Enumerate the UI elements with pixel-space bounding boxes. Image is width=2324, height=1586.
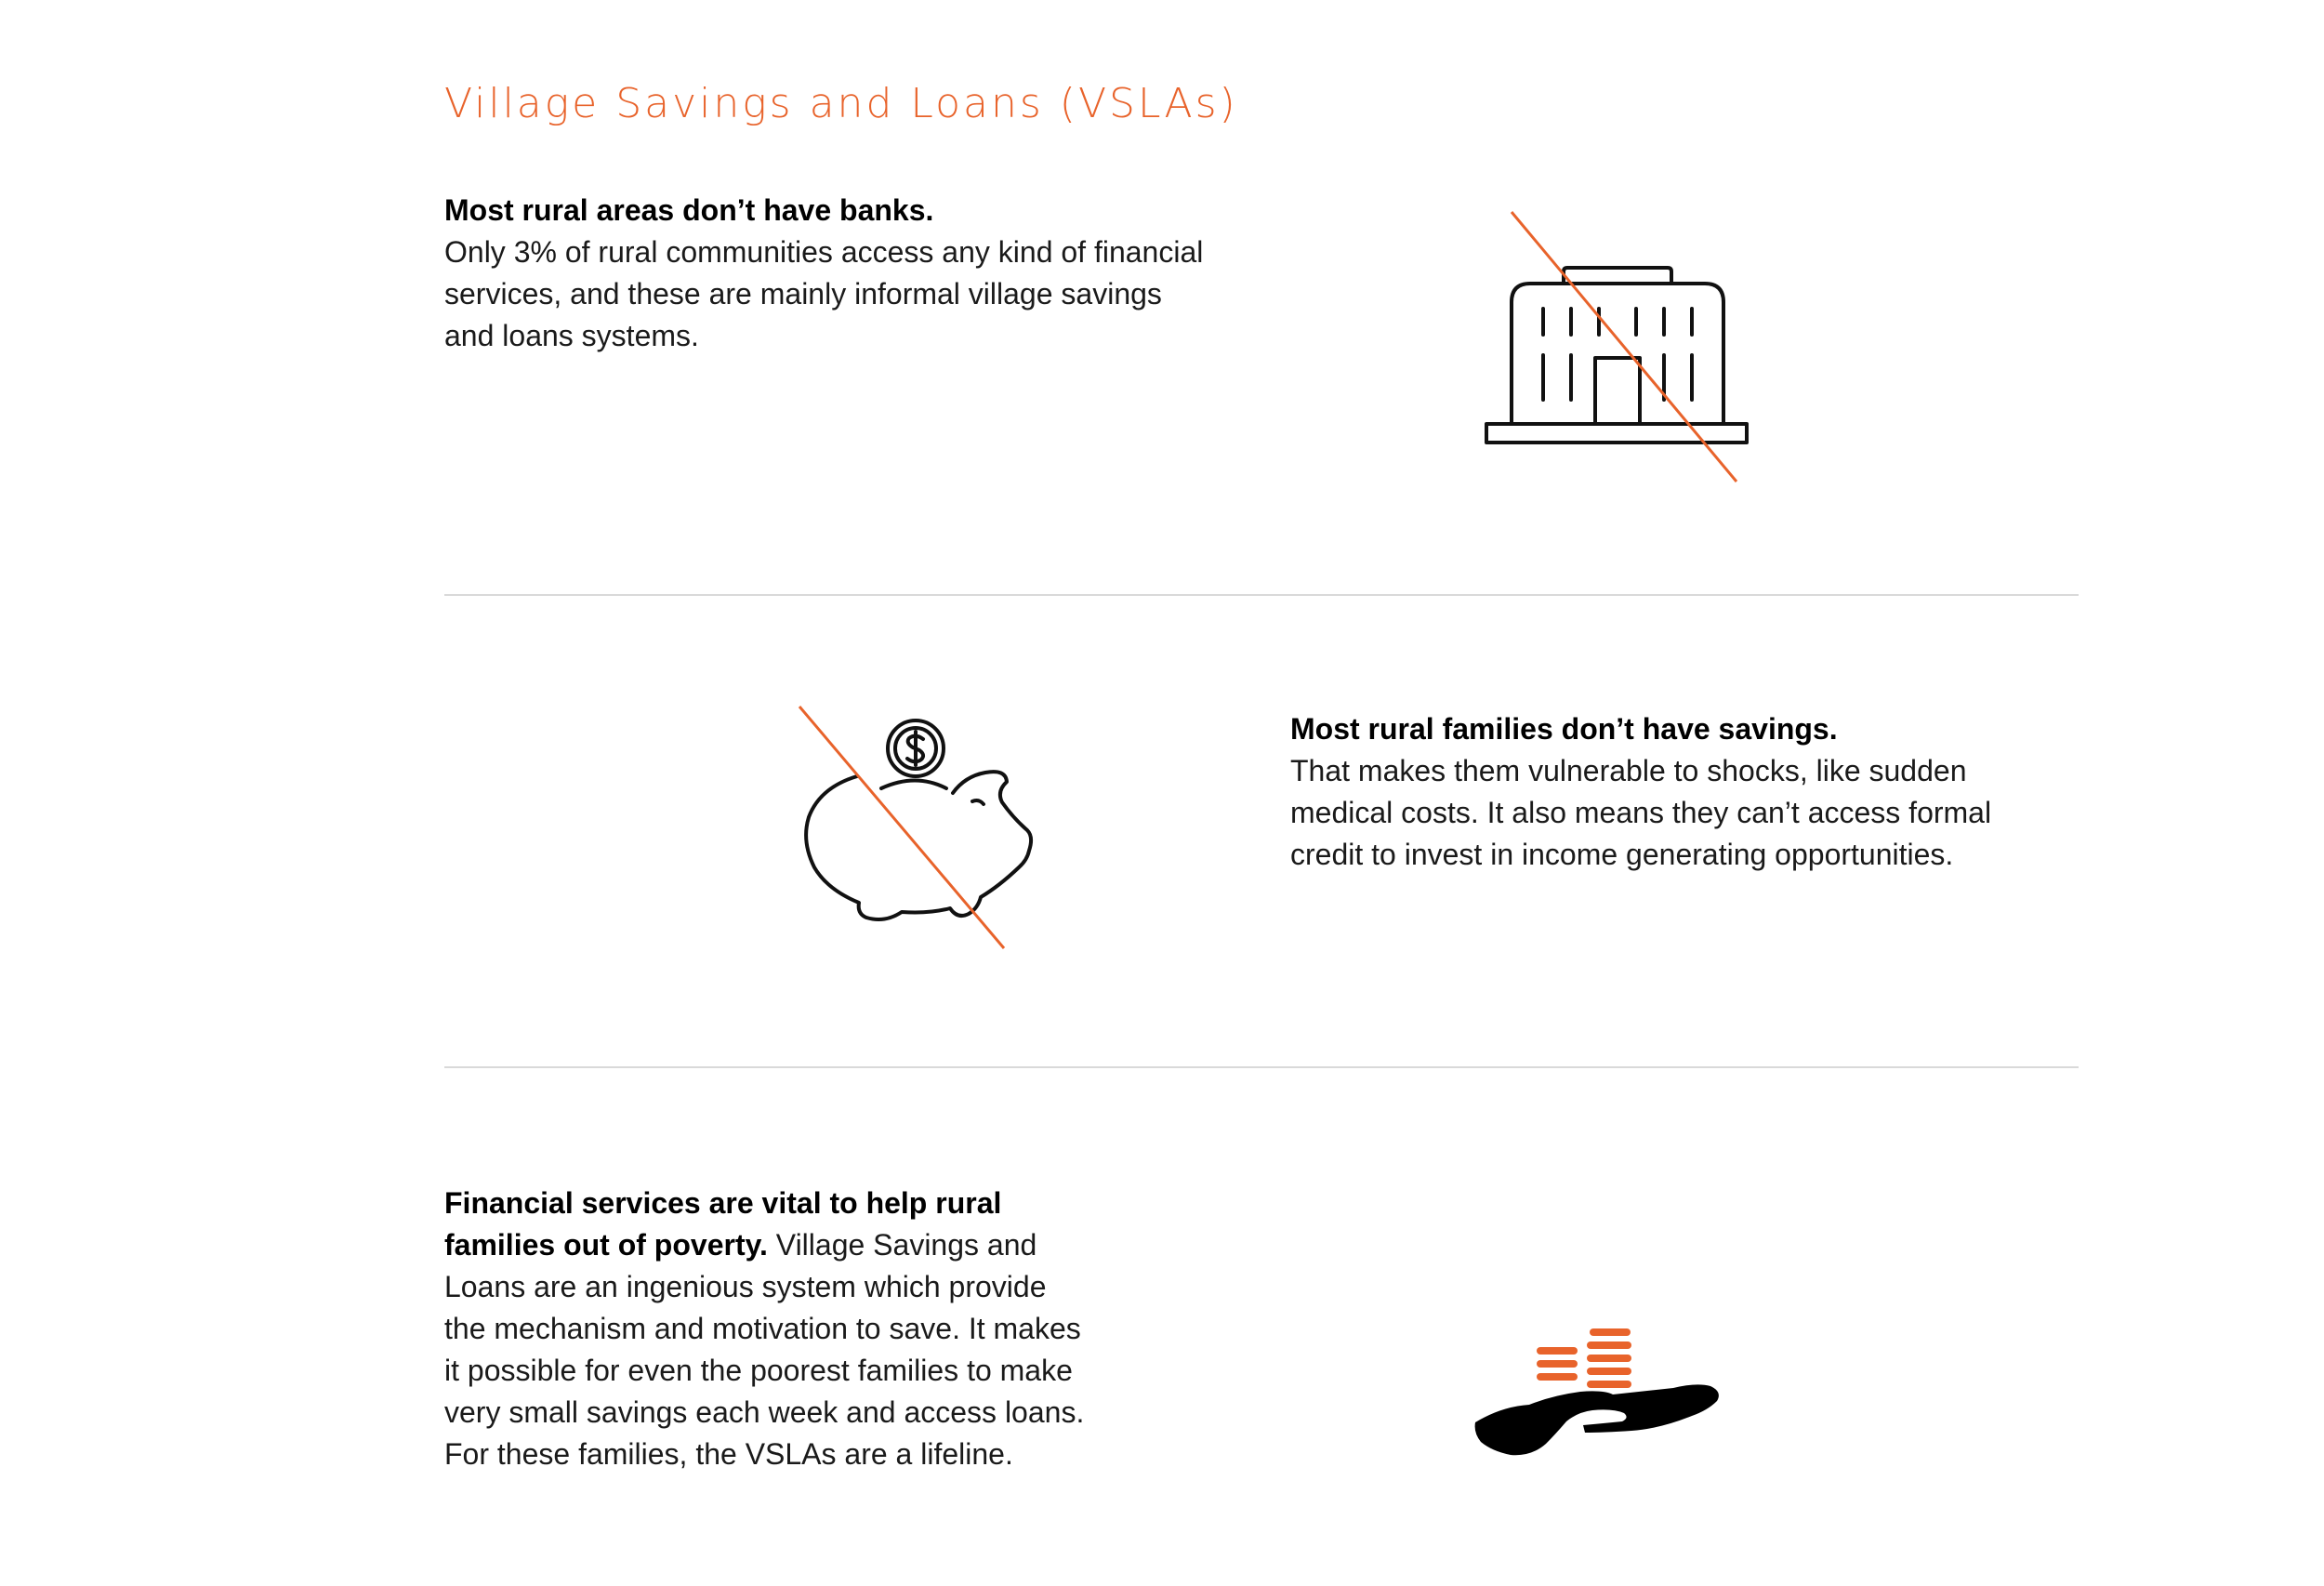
page-title: Village Savings and Loans (VSLAs) <box>444 80 1238 127</box>
no-savings-piggy-bank-icon <box>790 702 1041 958</box>
section-divider <box>444 1066 2079 1068</box>
section-savings-text <box>1290 708 2062 876</box>
section-financial-services-lead: Financial services are vital to help rural families out of poverty. <box>444 1186 1002 1262</box>
no-bank-icon <box>1484 205 1763 493</box>
section-banks-body: Only 3% of rural communities access any kind of financial services, and these are mainly informal village savings and loans systems. <box>444 235 1204 352</box>
section-financial-services-body: Village Savings and Loans are an ingenious system which provide the mechanism and motivation to save. It makes it possible for even the poorest families to make very small savings each week and access loans. For these families, the VSLAs are a lifeline. <box>444 1228 1085 1471</box>
section-banks-text <box>444 190 1216 357</box>
section-financial-services-text <box>444 1183 1095 1475</box>
section-savings-lead: Most rural families don’t have savings. <box>1290 712 1838 746</box>
section-divider <box>444 594 2079 596</box>
section-savings-body: That makes them vulnerable to shocks, like sudden medical costs. It also means they can’t access formal credit to invest in income generating opportunities. <box>1290 754 1992 871</box>
hand-with-coins-icon <box>1473 1325 1752 1464</box>
section-banks-lead: Most rural areas don’t have banks. <box>444 193 934 227</box>
